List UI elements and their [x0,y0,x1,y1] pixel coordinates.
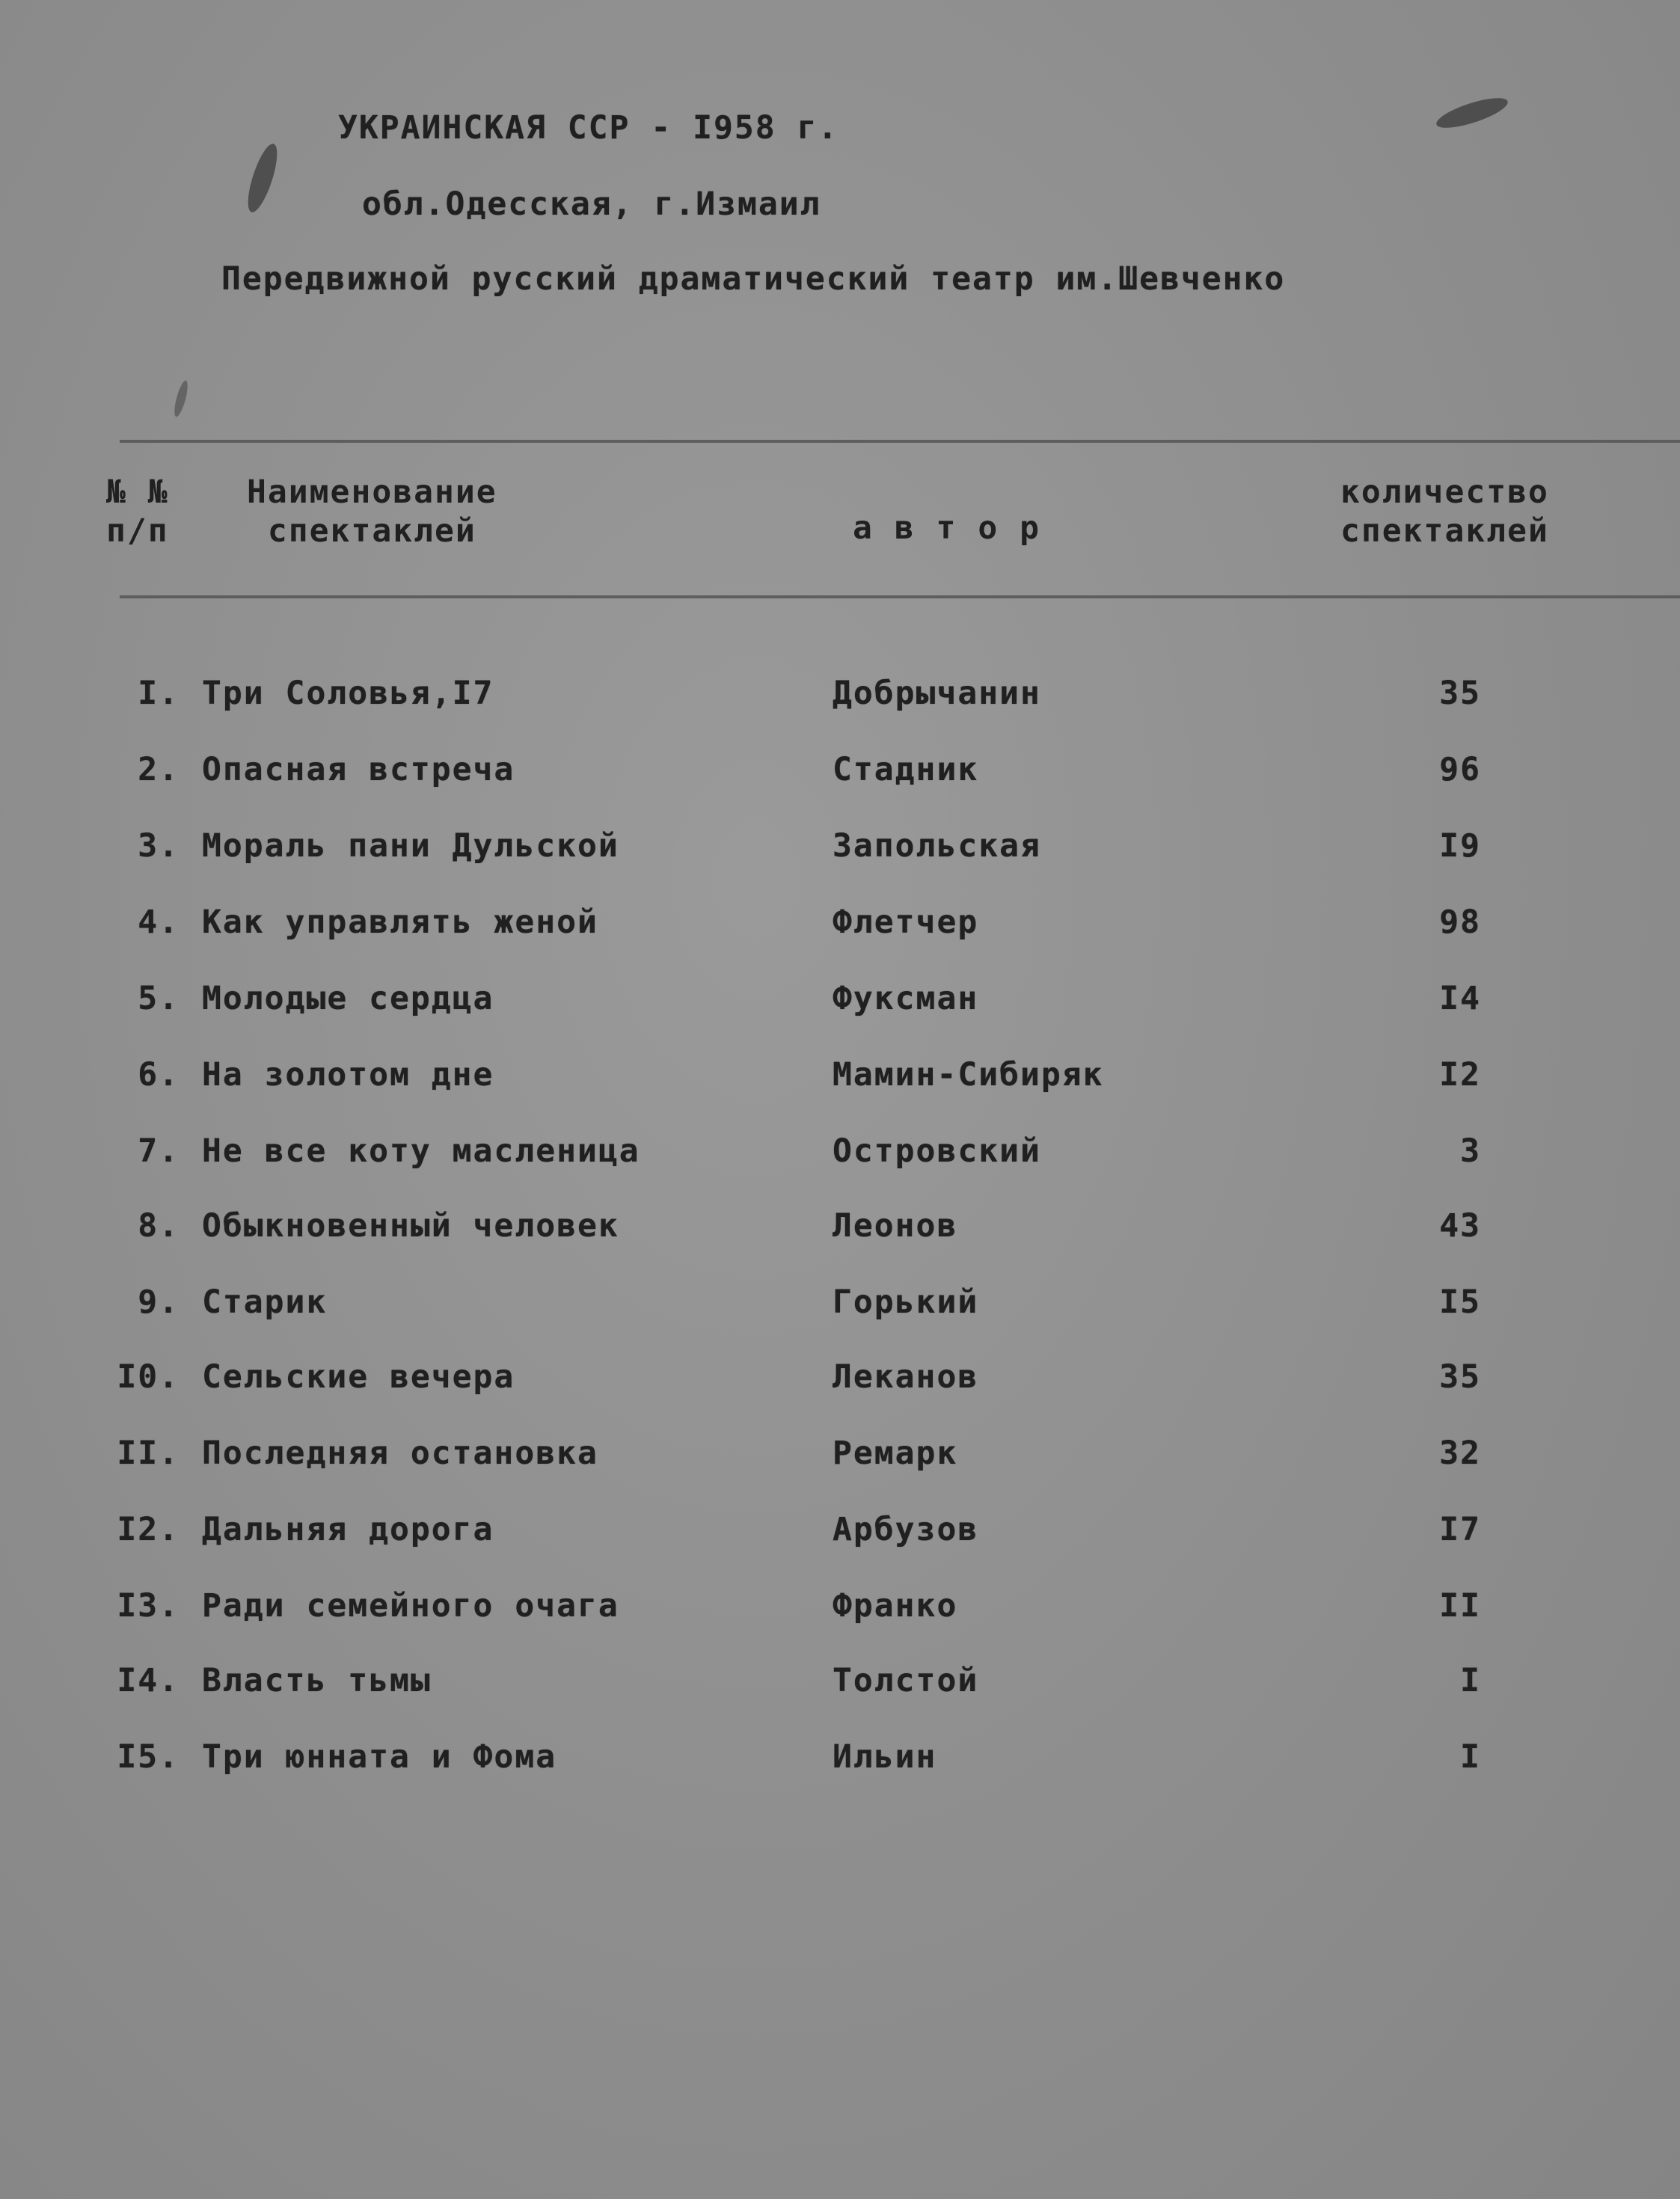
row-count: I5 [1439,1283,1481,1321]
row-author: Ремарк [833,1435,958,1472]
row-title: Последняя остановка [202,1435,598,1472]
row-number: 9. [138,1283,180,1321]
column-header-title: Наименование спектаклей [247,473,497,550]
table-row [0,1511,1680,1556]
row-count: II [1439,1587,1481,1625]
row-count: 35 [1439,675,1481,712]
column-header-count: количество спектаклей [1340,473,1549,550]
row-author: Флетчер [833,904,979,941]
row-title: Три Соловья,I7 [202,675,494,712]
table-row [0,904,1680,948]
row-title: Обыкновенный человек [202,1207,619,1245]
table-row [0,1662,1680,1707]
row-count: I4 [1439,980,1481,1017]
row-count: I9 [1439,827,1481,865]
row-title: Мораль пани Дульской [202,827,619,865]
row-author: Добрычанин [833,675,1041,712]
column-header-author: а в т о р [853,509,1040,547]
ink-smudge-right [1433,92,1510,134]
column-header-number: № № п/п [106,473,169,550]
row-number: 2. [138,751,180,788]
row-title: Ради семейного очага [202,1587,619,1625]
row-number: 3. [138,827,180,865]
row-number: I2. [117,1511,180,1548]
row-title: Власть тьмы [202,1662,432,1699]
header-theatre: Передвижной русский драматический театр им.Шевченко [221,260,1286,298]
header-region-city: обл.Одесская, г.Измаил [362,185,821,223]
row-count: 96 [1439,751,1481,788]
table-row [0,1358,1680,1403]
table-row [0,1435,1680,1479]
table-row [0,1132,1680,1177]
row-count: 32 [1439,1435,1481,1472]
row-author: Мамин-Сибиряк [833,1056,1104,1094]
row-number: I3. [117,1587,180,1625]
row-count: I2 [1439,1056,1481,1094]
row-title: Три юнната и Фома [202,1738,557,1776]
row-count: I [1460,1662,1481,1699]
row-count: I [1460,1738,1481,1776]
table-row [0,1207,1680,1252]
ink-smudge-small [172,379,191,417]
row-title: Дальняя дорога [202,1511,494,1548]
row-number: I5. [117,1738,180,1776]
table-header-rule [120,595,1680,598]
table-row [0,980,1680,1025]
row-author: Арбузов [833,1511,979,1548]
row-title: Как управлять женой [202,904,598,941]
table-row [0,1056,1680,1101]
row-count: 98 [1439,904,1481,941]
row-number: I0. [117,1358,180,1396]
row-number: I. [138,675,180,712]
row-title: Не все коту масленица [202,1132,640,1170]
table-row [0,827,1680,872]
row-author: Запольская [833,827,1041,865]
table-row [0,675,1680,720]
row-count: 35 [1439,1358,1481,1396]
row-author: Леонов [833,1207,958,1245]
row-count: 3 [1460,1132,1481,1170]
ink-smudge-left [242,141,283,215]
row-count: I7 [1439,1511,1481,1548]
row-author: Стадник [833,751,979,788]
table-top-rule [120,440,1680,443]
table-row [0,751,1680,796]
row-number: 7. [138,1132,180,1170]
row-author: Ильин [833,1738,937,1776]
row-title: Опасная встреча [202,751,515,788]
row-number: I4. [117,1662,180,1699]
header-republic-year: УКРАИНСКАЯ ССР - I958 г. [338,109,839,147]
table-row [0,1587,1680,1632]
table-row [0,1738,1680,1783]
row-author: Толстой [833,1662,979,1699]
row-title: Старик [202,1283,328,1321]
row-author: Островский [833,1132,1041,1170]
row-author: Леканов [833,1358,979,1396]
row-title: На золотом дне [202,1056,494,1094]
table-row [0,1283,1680,1328]
row-number: 5. [138,980,180,1017]
row-count: 43 [1439,1207,1481,1245]
row-author: Горький [833,1283,979,1321]
row-author: Франко [833,1587,958,1625]
row-number: 8. [138,1207,180,1245]
row-number: 4. [138,904,180,941]
row-title: Сельские вечера [202,1358,515,1396]
row-author: Фуксман [833,980,979,1017]
row-number: II. [117,1435,180,1472]
row-number: 6. [138,1056,180,1094]
row-title: Молодые сердца [202,980,494,1017]
